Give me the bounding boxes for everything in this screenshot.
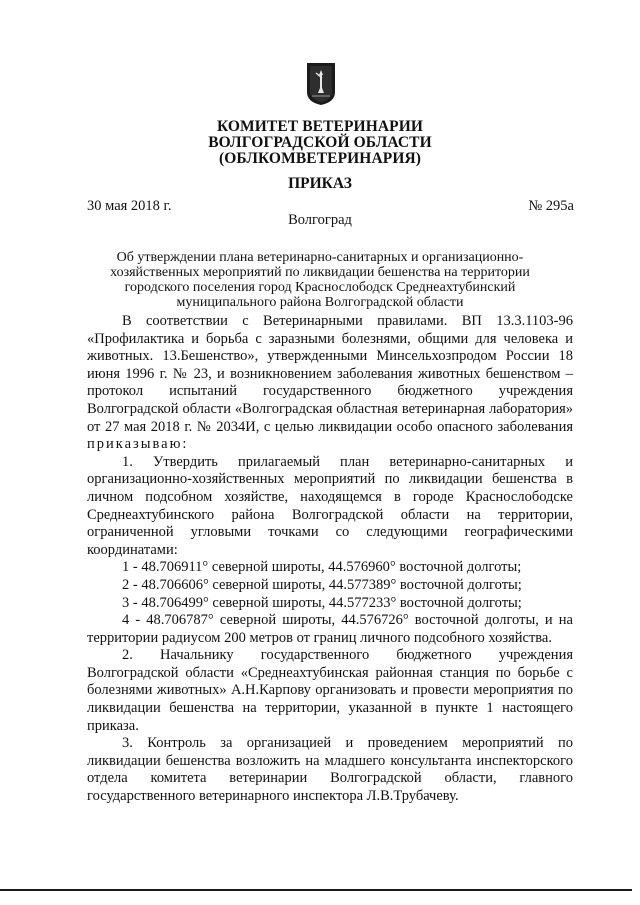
subject-line-1: Об утверждении плана ветеринарно-санитарных и организационно- — [116, 250, 524, 265]
coordinate-1: 1 - 48.706911° северной широты, 44.576960° восточной долготы; — [122, 559, 522, 576]
coordinate-4: 4 - 48.706787° северной широты, 44.576726° восточной долготы, и на территории радиусом 200 метров от границ личного подсобного хозяйства. — [87, 612, 573, 646]
org-abbreviation: (ОБЛКОМВЕТЕРИНАРИЯ) — [218, 150, 422, 167]
coordinate-3: 3 - 48.706499° северной широты, 44.577233° восточной долготы; — [122, 594, 522, 611]
document-body — [87, 313, 573, 806]
document-date: 30 мая 2018 г. — [87, 198, 172, 214]
item-3-paragraph: 3. Контроль за организацией и проведением мероприятий по ликвидации бешенства возложить на младшего консультанта инспекторского отдела комитета ветеринарии Волгоградской области, главного государственного ветеринарного инспектора Л.В.Трубачеву. — [87, 735, 573, 805]
item-1-paragraph: 1. Утвердить прилагаемый план ветеринарно-санитарных и организационно-хозяйственных мероприятий по ликвидации бешенства в личном подсобном хозяйстве, находящемся в городе Краснослободске Среднеахтубинского района Волгоградской области на территории, ограниченной угловыми точками со следующими географическими координатами: — [87, 453, 573, 558]
document-number: № 295а — [528, 198, 574, 214]
page-bottom-rule — [0, 889, 632, 891]
subject-line-4: муниципального района Волгоградской области — [176, 295, 464, 310]
subject-line-2: хозяйственных мероприятий по ликвидации бешенства на территории — [110, 265, 530, 280]
coordinate-2: 2 - 48.706606° северной широты, 44.577389° восточной долготы; — [122, 576, 522, 593]
org-name-line-2: ВОЛГОГРАДСКОЙ ОБЛАСТИ — [208, 134, 432, 151]
subject-line-3: городского поселения город Краснослободск Среднеахтубинский — [124, 280, 516, 295]
order-word: приказываю: — [87, 436, 189, 453]
org-name-line-1: КОМИТЕТ ВЕТЕРИНАРИИ — [216, 118, 424, 135]
volgograd-coat-of-arms-icon — [306, 62, 336, 106]
item-2-paragraph: 2. Начальнику государственного бюджетного учреждения Волгоградской области «Среднеахтубинская районная станция по борьбе с болезнями животных» А.Н.Карпову организовать и провести мероприятия по ликвидации бешенства на территории, указанной в пункте 1 настоящего приказа. — [87, 647, 573, 734]
document-city: Волгоград — [288, 212, 352, 228]
document-subject — [100, 250, 540, 310]
intro-paragraph — [87, 313, 573, 454]
document-type-title: ПРИКАЗ — [288, 175, 352, 192]
intro-text: В соответствии с Ветеринарными правилами. ВП 13.3.1103-96 «Профилактика и борьба с заразными болезнями, общими для человека и животных. 13.Бешенство», утвержденными Минсельхозпродом России 18 июня 1996 г. № 23, и возникновением заболевания животных бешенством – протокол испытаний государственного бюджетного учреждения Волгоградской области «Волгоградская областная ветеринарная лаборатория» от 27 мая 2018 г. № 2034И, с целью ликвидации особо опасного заболевания — [87, 313, 573, 435]
